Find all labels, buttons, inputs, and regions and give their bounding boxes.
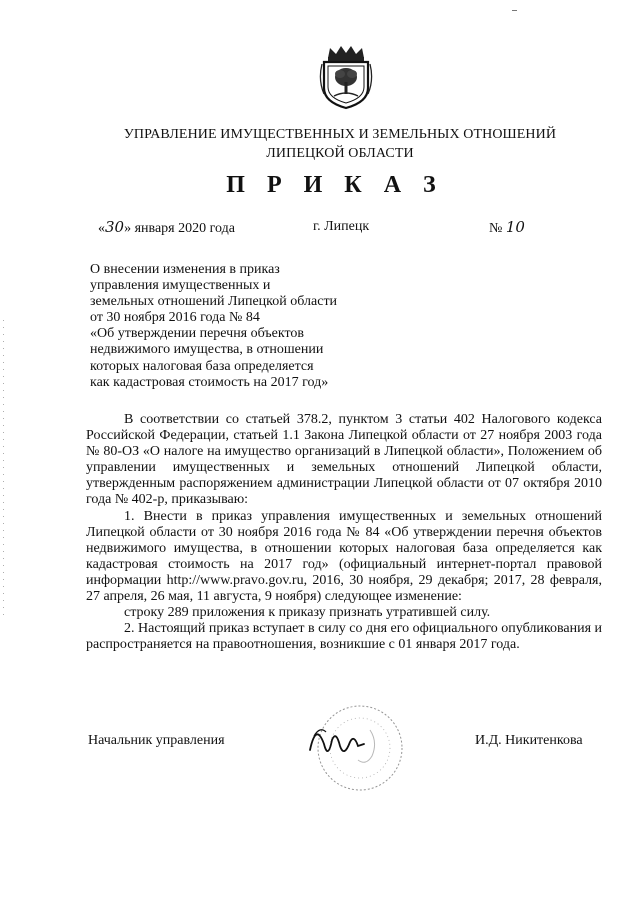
subject-line: как кадастровая стоимость на 2017 год» <box>90 374 329 390</box>
subject-line: О внесении изменения в приказ <box>90 262 280 277</box>
subject-line: от 30 ноября 2016 года № 84 <box>90 310 260 326</box>
preamble-paragraph: В соответствии со статьей 378.2, пунктом 3 статьи 402 Налогового кодекса Российской Федерации, статьей 1.1 Закона Липецкой области от 27 ноября 2003 года № 80-ОЗ «О налоге на имущество организаций в Липецкой области», Положением об управлении имущественных и земельных отношений Липецкой области, утвержденным распоряжением администрации Липецкой области от 07 октября 2010 года № 402-р, приказываю: <box>86 412 602 508</box>
item-1-paragraph: 1. Внести в приказ управления имущественных и земельных отношений Липецкой области от 30 ноября 2016 года № 84 «Об утверждении перечня объектов недвижимого имущества, в отношении которых налоговая база определяется как кадастровая стоимость на 2017 год» (официальный интернет-портал правовой информации http://www.pravo.gov.ru, 2016, 30 ноября, 29 декабря; 2017, 28 февраля, 27 апреля, 26 мая, 11 августа, 9 ноября) следующее изменение: <box>86 508 602 605</box>
subject-line: управления имущественных и <box>90 278 271 294</box>
order-number <box>489 218 525 238</box>
signatory-name: И.Д. Никитенкова <box>475 733 583 748</box>
order-body <box>86 412 602 653</box>
organization-line-1: УПРАВЛЕНИЕ ИМУЩЕСТВЕННЫХ И ЗЕМЕЛЬНЫХ ОТНОШЕНИЙ <box>123 127 557 142</box>
signatory-position: Начальник управления <box>88 733 225 748</box>
date-day-handwritten: 30 <box>105 218 125 236</box>
subject-line: которых налоговая база определяется <box>90 358 314 374</box>
item-2-paragraph: 2. Настоящий приказ вступает в силу со дня его официального опубликования и распространяется на правоотношения, возникшие с 01 января 2017 года. <box>86 621 602 653</box>
scan-margin-marks <box>2 320 5 620</box>
coat-of-arms-icon <box>318 44 374 110</box>
signature-stamp-icon <box>300 700 415 795</box>
date-quote-open: « <box>98 221 105 236</box>
organization-name <box>60 125 620 163</box>
order-date <box>98 218 235 238</box>
document-title: П Р И К А З <box>226 172 444 198</box>
order-subject <box>90 262 390 391</box>
date-month-year: » января 2020 года <box>124 221 235 236</box>
scan-speck <box>512 10 517 11</box>
subject-line: земельных отношений Липецкой области <box>90 294 338 310</box>
order-city: г. Липецк <box>313 219 370 234</box>
organization-line-2: ЛИПЕЦКОЙ ОБЛАСТИ <box>266 146 414 161</box>
subject-line: «Об утверждении перечня объектов <box>90 326 305 342</box>
subject-line: недвижимого имущества, в отношении <box>90 342 324 358</box>
change-paragraph: строку 289 приложения к приказу признать утратившей силу. <box>124 605 491 621</box>
number-label: № <box>489 221 503 236</box>
number-value-handwritten: 10 <box>505 218 525 236</box>
